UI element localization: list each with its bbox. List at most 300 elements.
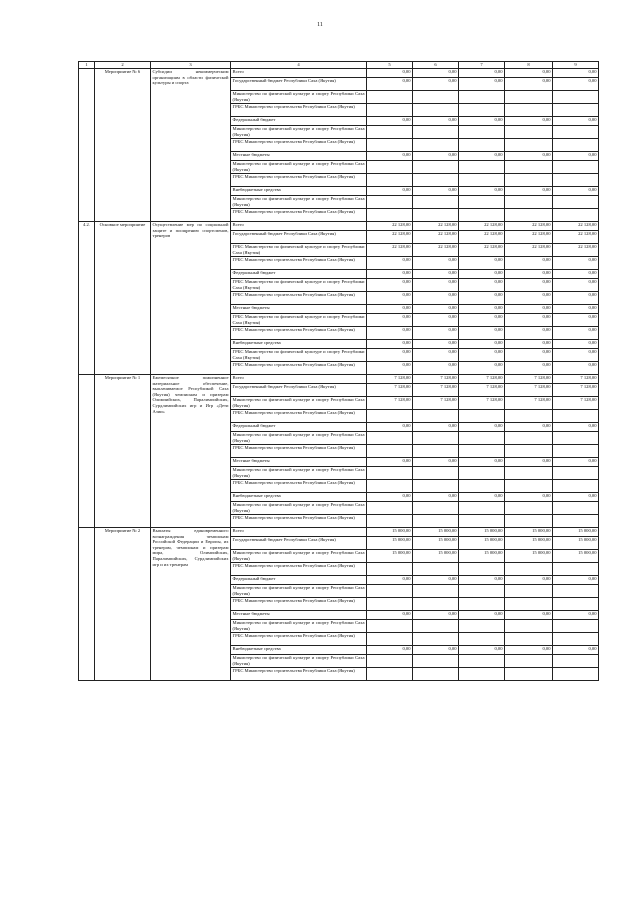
amount-cell: 0,00 [505, 270, 553, 279]
amount-cell: 22 128,00 [367, 222, 413, 231]
amount-cell: 0,00 [459, 423, 505, 432]
amount-cell: 0,00 [413, 611, 459, 620]
amount-cell: 7 128,00 [553, 375, 599, 384]
amount-cell: 0,00 [367, 423, 413, 432]
amount-cell [459, 161, 505, 174]
amount-cell: 0,00 [459, 257, 505, 270]
funding-source: ГРБС Министерство строительства Республики Саха (Якутия) [231, 668, 367, 681]
amount-cell: 0,00 [367, 187, 413, 196]
funding-source: Федеральный бюджет [231, 576, 367, 585]
funding-source: ГРБС Министерство по физической культуре и спорту Республики Саха (Якутия) [232, 349, 365, 360]
funding-source: Всего [231, 222, 367, 231]
amount-cell [459, 620, 505, 633]
funding-source: ГРБС Министерство строительства Республики Саха (Якутия) [231, 257, 367, 270]
funding-source: ГРБС Министерство строительства Республики Саха (Якутия) [231, 362, 367, 375]
amount-cell [459, 668, 505, 681]
amount-cell [459, 445, 505, 458]
amount-cell: 0,00 [413, 349, 459, 362]
funding-source: Местные бюджеты [231, 458, 367, 467]
item-index: 4.2. [79, 222, 95, 375]
amount-cell [459, 598, 505, 611]
amount-cell [413, 515, 459, 528]
amount-cell: 15 000,00 [413, 537, 459, 550]
amount-cell [459, 91, 505, 104]
amount-cell [413, 91, 459, 104]
amount-cell: 0,00 [367, 69, 413, 78]
amount-cell: 0,00 [459, 458, 505, 467]
amount-cell [367, 410, 413, 423]
amount-cell: 0,00 [413, 362, 459, 375]
amount-cell: 0,00 [459, 611, 505, 620]
amount-cell [367, 174, 413, 187]
column-number-3: 3 [151, 62, 231, 69]
amount-cell [459, 196, 505, 209]
column-number-7: 7 [459, 62, 505, 69]
amount-cell: 0,00 [553, 493, 599, 502]
funding-source: ГРБС Министерство строительства Республики Саха (Якутия) [231, 139, 367, 152]
amount-cell [553, 126, 599, 139]
amount-cell [505, 104, 553, 117]
amount-cell: 0,00 [459, 270, 505, 279]
amount-cell: 0,00 [459, 279, 505, 292]
amount-cell: 15 000,00 [413, 550, 459, 563]
amount-cell: 0,00 [505, 305, 553, 314]
amount-cell: 0,00 [367, 576, 413, 585]
amount-cell [553, 598, 599, 611]
amount-cell: 7 128,00 [413, 397, 459, 410]
amount-cell [505, 196, 553, 209]
amount-cell [553, 91, 599, 104]
amount-cell: 22 128,00 [459, 231, 505, 244]
item-index [79, 528, 95, 681]
amount-cell: 22 128,00 [505, 244, 553, 257]
amount-cell [459, 633, 505, 646]
amount-cell: 0,00 [459, 493, 505, 502]
amount-cell [553, 410, 599, 423]
amount-cell: 7 128,00 [505, 375, 553, 384]
amount-cell [505, 633, 553, 646]
amount-cell [367, 467, 413, 480]
amount-cell: 0,00 [553, 646, 599, 655]
amount-cell: 0,00 [459, 117, 505, 126]
amount-cell: 0,00 [553, 349, 599, 362]
amount-cell: 0,00 [553, 362, 599, 375]
amount-cell [367, 104, 413, 117]
amount-cell: 7 128,00 [367, 397, 413, 410]
funding-source: Министерство по физической культуре и спорту Республики Саха (Якутия) [232, 502, 365, 513]
amount-cell: 15 000,00 [553, 528, 599, 537]
amount-cell: 0,00 [367, 257, 413, 270]
amount-cell: 22 128,00 [367, 231, 413, 244]
funding-source: ГРБС Министерство строительства Республики Саха (Якутия) [231, 480, 367, 493]
amount-cell [413, 432, 459, 445]
amount-cell: 0,00 [413, 279, 459, 292]
funding-source: Министерство по физической культуре и спорту Республики Саха (Якутия) [232, 655, 365, 666]
item-index [79, 375, 95, 528]
funding-source: Государственный бюджет Республики Саха (Якутия) [231, 537, 367, 550]
amount-cell: 0,00 [413, 305, 459, 314]
amount-cell: 0,00 [413, 257, 459, 270]
amount-cell: 0,00 [367, 314, 413, 327]
amount-cell [367, 515, 413, 528]
amount-cell [505, 598, 553, 611]
amount-cell: 0,00 [505, 349, 553, 362]
funding-source: Всего [231, 375, 367, 384]
amount-cell: 0,00 [413, 576, 459, 585]
amount-cell: 0,00 [553, 458, 599, 467]
amount-cell: 0,00 [459, 292, 505, 305]
amount-cell: 0,00 [367, 117, 413, 126]
amount-cell: 15 000,00 [505, 550, 553, 563]
amount-cell [367, 480, 413, 493]
measure-name: Мероприятие № 1 [95, 375, 151, 528]
amount-cell: 15 000,00 [459, 550, 505, 563]
funding-source: ГРБС Министерство строительства Республики Саха (Якутия) [231, 445, 367, 458]
amount-cell: 0,00 [413, 327, 459, 340]
amount-cell: 0,00 [505, 340, 553, 349]
amount-cell: 15 000,00 [367, 528, 413, 537]
amount-cell: 0,00 [413, 78, 459, 91]
amount-cell: 15 000,00 [553, 537, 599, 550]
amount-cell [553, 655, 599, 668]
amount-cell [367, 620, 413, 633]
amount-cell [367, 598, 413, 611]
amount-cell: 0,00 [413, 314, 459, 327]
amount-cell: 0,00 [367, 279, 413, 292]
amount-cell: 0,00 [553, 78, 599, 91]
amount-cell [367, 126, 413, 139]
amount-cell [553, 139, 599, 152]
amount-cell: 0,00 [413, 187, 459, 196]
amount-cell: 0,00 [553, 257, 599, 270]
amount-cell: 0,00 [413, 270, 459, 279]
amount-cell [505, 161, 553, 174]
table-row [79, 69, 599, 78]
funding-source: ГРБС Министерство строительства Республики Саха (Якутия) [231, 292, 367, 305]
amount-cell [505, 410, 553, 423]
column-number-8: 8 [505, 62, 553, 69]
funding-source: Внебюджетные средства [231, 493, 367, 502]
amount-cell [413, 126, 459, 139]
amount-cell [553, 502, 599, 515]
header-row [79, 62, 599, 69]
funding-source: ГРБС Министерство строительства Республики Саха (Якутия) [231, 104, 367, 117]
funding-source: Местные бюджеты [231, 305, 367, 314]
amount-cell: 0,00 [553, 69, 599, 78]
amount-cell [505, 467, 553, 480]
amount-cell: 0,00 [505, 314, 553, 327]
amount-cell: 0,00 [459, 152, 505, 161]
measure-description: Субсидии некоммерческим организациям в области физической культуры и спорта [151, 69, 231, 222]
amount-cell: 15 000,00 [367, 537, 413, 550]
amount-cell: 7 128,00 [413, 384, 459, 397]
amount-cell: 22 128,00 [553, 222, 599, 231]
amount-cell: 0,00 [505, 279, 553, 292]
amount-cell [459, 563, 505, 576]
amount-cell: 0,00 [553, 117, 599, 126]
amount-cell [553, 585, 599, 598]
amount-cell [505, 209, 553, 222]
amount-cell: 7 128,00 [553, 384, 599, 397]
amount-cell [413, 209, 459, 222]
amount-cell [459, 209, 505, 222]
amount-cell [505, 668, 553, 681]
amount-cell [367, 655, 413, 668]
funding-source: Государственный бюджет Республики Саха (Якутия) [231, 78, 367, 91]
amount-cell [505, 480, 553, 493]
amount-cell: 0,00 [367, 340, 413, 349]
amount-cell [413, 655, 459, 668]
amount-cell: 0,00 [505, 327, 553, 340]
funding-source: ГРБС Министерство строительства Республики Саха (Якутия) [231, 515, 367, 528]
funding-source: Местные бюджеты [231, 152, 367, 161]
amount-cell: 22 128,00 [413, 222, 459, 231]
amount-cell [505, 139, 553, 152]
funding-source: ГРБС Министерство строительства Республики Саха (Якутия) [231, 598, 367, 611]
amount-cell: 15 000,00 [367, 550, 413, 563]
amount-cell: 22 128,00 [505, 222, 553, 231]
amount-cell: 15 000,00 [553, 550, 599, 563]
funding-source: Министерство по физической культуре и спорту Республики Саха (Якутия) [232, 196, 365, 207]
measure-name: Мероприятие № 6 [95, 69, 151, 222]
funding-source: ГРБС Министерство строительства Республики Саха (Якутия) [231, 633, 367, 646]
budget-table [78, 61, 599, 681]
amount-cell [553, 563, 599, 576]
amount-cell [413, 467, 459, 480]
amount-cell: 0,00 [553, 152, 599, 161]
funding-source: Министерство по физической культуре и спорту Республики Саха (Якутия) [232, 550, 365, 561]
table-row [79, 222, 599, 231]
funding-source: Министерство по физической культуре и спорту Республики Саха (Якутия) [232, 91, 365, 102]
amount-cell: 0,00 [413, 69, 459, 78]
amount-cell: 22 128,00 [459, 222, 505, 231]
funding-source: ГРБС Министерство строительства Республики Саха (Якутия) [231, 209, 367, 222]
amount-cell [413, 585, 459, 598]
funding-source: Федеральный бюджет [231, 423, 367, 432]
amount-cell [459, 585, 505, 598]
amount-cell: 0,00 [367, 362, 413, 375]
funding-source: ГРБС Министерство по физической культуре и спорту Республики Саха (Якутия) [232, 279, 365, 290]
funding-source: Всего [231, 528, 367, 537]
amount-cell [553, 515, 599, 528]
amount-cell [505, 563, 553, 576]
item-index [79, 69, 95, 222]
amount-cell [553, 668, 599, 681]
amount-cell [553, 480, 599, 493]
amount-cell: 0,00 [459, 576, 505, 585]
amount-cell [505, 126, 553, 139]
amount-cell [553, 209, 599, 222]
measure-description: Ежемесячное пожизненное материальное обеспечение, выплачиваемое Республикой Саха (Якутия) чемпионам и призерам Олимпийских, Паралимпийских, Сурдлимпийских игр и Игр «Дети Азии» [151, 375, 231, 528]
amount-cell [553, 104, 599, 117]
amount-cell [367, 445, 413, 458]
amount-cell: 7 128,00 [459, 375, 505, 384]
measure-name: Основное мероприятие [95, 222, 151, 375]
amount-cell [367, 432, 413, 445]
amount-cell: 7 128,00 [505, 384, 553, 397]
amount-cell: 0,00 [459, 349, 505, 362]
amount-cell: 0,00 [505, 117, 553, 126]
measure-name: Мероприятие № 2 [95, 528, 151, 681]
amount-cell [413, 668, 459, 681]
amount-cell: 0,00 [505, 493, 553, 502]
amount-cell [367, 139, 413, 152]
amount-cell: 0,00 [459, 327, 505, 340]
amount-cell [553, 196, 599, 209]
amount-cell: 22 128,00 [553, 231, 599, 244]
amount-cell: 0,00 [413, 292, 459, 305]
amount-cell: 0,00 [367, 152, 413, 161]
amount-cell: 0,00 [367, 327, 413, 340]
amount-cell: 0,00 [505, 152, 553, 161]
amount-cell [505, 515, 553, 528]
amount-cell [413, 139, 459, 152]
amount-cell [413, 104, 459, 117]
amount-cell [367, 563, 413, 576]
amount-cell [459, 655, 505, 668]
funding-source: ГРБС Министерство по физической культуре и спорту Республики Саха (Якутия) [232, 244, 365, 255]
amount-cell: 0,00 [367, 646, 413, 655]
table-row [79, 528, 599, 537]
amount-cell: 0,00 [553, 314, 599, 327]
funding-source: Всего [231, 69, 367, 78]
amount-cell [459, 410, 505, 423]
amount-cell: 22 128,00 [367, 244, 413, 257]
amount-cell: 0,00 [553, 327, 599, 340]
funding-source: Министерство по физической культуре и спорту Республики Саха (Якутия) [232, 126, 365, 137]
amount-cell [413, 598, 459, 611]
amount-cell: 7 128,00 [367, 375, 413, 384]
amount-cell: 0,00 [505, 646, 553, 655]
amount-cell: 0,00 [367, 305, 413, 314]
amount-cell: 22 128,00 [413, 244, 459, 257]
amount-cell: 22 128,00 [413, 231, 459, 244]
amount-cell: 15 000,00 [505, 537, 553, 550]
amount-cell [505, 174, 553, 187]
amount-cell: 7 128,00 [459, 397, 505, 410]
amount-cell [413, 563, 459, 576]
amount-cell [553, 445, 599, 458]
amount-cell [367, 633, 413, 646]
amount-cell [367, 585, 413, 598]
page-number: 11 [317, 22, 323, 28]
amount-cell: 0,00 [367, 78, 413, 91]
amount-cell [413, 620, 459, 633]
amount-cell [505, 445, 553, 458]
funding-source: Внебюджетные средства [231, 340, 367, 349]
amount-cell: 0,00 [459, 362, 505, 375]
amount-cell [505, 620, 553, 633]
amount-cell: 7 128,00 [553, 397, 599, 410]
funding-source: Местные бюджеты [231, 611, 367, 620]
measure-description: Выплаты единовременного вознаграждения чемпионам Российской Федерации и Европы, их тренерам, чемпионам и призерам мира, Олимпийских, Паралимпийских, Сурдлимпийских игр и их тренерам [151, 528, 231, 681]
funding-source: ГРБС Министерство по физической культуре и спорту Республики Саха (Якутия) [232, 314, 365, 325]
amount-cell [367, 209, 413, 222]
amount-cell: 0,00 [553, 305, 599, 314]
amount-cell: 15 000,00 [459, 528, 505, 537]
amount-cell: 7 128,00 [459, 384, 505, 397]
amount-cell [413, 445, 459, 458]
amount-cell: 0,00 [367, 349, 413, 362]
funding-source: Внебюджетные средства [231, 646, 367, 655]
amount-cell [367, 91, 413, 104]
amount-cell [413, 410, 459, 423]
amount-cell: 0,00 [553, 187, 599, 196]
amount-cell: 0,00 [505, 423, 553, 432]
amount-cell [367, 502, 413, 515]
amount-cell [367, 668, 413, 681]
amount-cell: 0,00 [505, 611, 553, 620]
column-number-2: 2 [95, 62, 151, 69]
amount-cell: 0,00 [413, 152, 459, 161]
amount-cell: 0,00 [459, 78, 505, 91]
amount-cell: 0,00 [553, 279, 599, 292]
amount-cell [505, 585, 553, 598]
amount-cell: 0,00 [459, 646, 505, 655]
funding-source: ГРБС Министерство строительства Республики Саха (Якутия) [231, 410, 367, 423]
funding-source: Государственный бюджет Республики Саха (Якутия) [231, 231, 367, 244]
amount-cell [459, 139, 505, 152]
amount-cell: 22 128,00 [505, 231, 553, 244]
amount-cell [413, 174, 459, 187]
funding-source: Федеральный бюджет [231, 117, 367, 126]
amount-cell: 22 128,00 [553, 244, 599, 257]
amount-cell [413, 502, 459, 515]
funding-source: Министерство по физической культуре и спорту Республики Саха (Якутия) [232, 467, 365, 478]
amount-cell: 0,00 [367, 611, 413, 620]
amount-cell [505, 432, 553, 445]
amount-cell [553, 633, 599, 646]
column-number-9: 9 [553, 62, 599, 69]
amount-cell: 0,00 [505, 292, 553, 305]
amount-cell: 0,00 [553, 423, 599, 432]
amount-cell [459, 104, 505, 117]
funding-source: Федеральный бюджет [231, 270, 367, 279]
amount-cell [459, 502, 505, 515]
funding-source: Министерство по физической культуре и спорту Республики Саха (Якутия) [232, 397, 365, 408]
table-row [79, 375, 599, 384]
amount-cell: 0,00 [413, 458, 459, 467]
amount-cell [459, 467, 505, 480]
amount-cell: 0,00 [505, 362, 553, 375]
amount-cell: 0,00 [553, 270, 599, 279]
amount-cell [459, 174, 505, 187]
amount-cell: 0,00 [413, 423, 459, 432]
funding-source: Министерство по физической культуре и спорту Республики Саха (Якутия) [232, 432, 365, 443]
funding-source: Министерство по физической культуре и спорту Республики Саха (Якутия) [232, 620, 365, 631]
amount-cell: 0,00 [553, 340, 599, 349]
amount-cell: 0,00 [367, 458, 413, 467]
amount-cell [367, 196, 413, 209]
amount-cell: 7 128,00 [367, 384, 413, 397]
amount-cell [413, 161, 459, 174]
amount-cell: 0,00 [459, 187, 505, 196]
funding-source: ГРБС Министерство строительства Республики Саха (Якутия) [231, 327, 367, 340]
amount-cell: 0,00 [553, 576, 599, 585]
amount-cell [553, 620, 599, 633]
amount-cell: 0,00 [413, 493, 459, 502]
amount-cell: 0,00 [459, 69, 505, 78]
amount-cell: 0,00 [505, 78, 553, 91]
column-number-6: 6 [413, 62, 459, 69]
amount-cell [413, 480, 459, 493]
funding-source: Внебюджетные средства [231, 187, 367, 196]
amount-cell [459, 126, 505, 139]
amount-cell: 0,00 [553, 292, 599, 305]
amount-cell [413, 633, 459, 646]
amount-cell: 0,00 [367, 270, 413, 279]
amount-cell: 15 000,00 [413, 528, 459, 537]
